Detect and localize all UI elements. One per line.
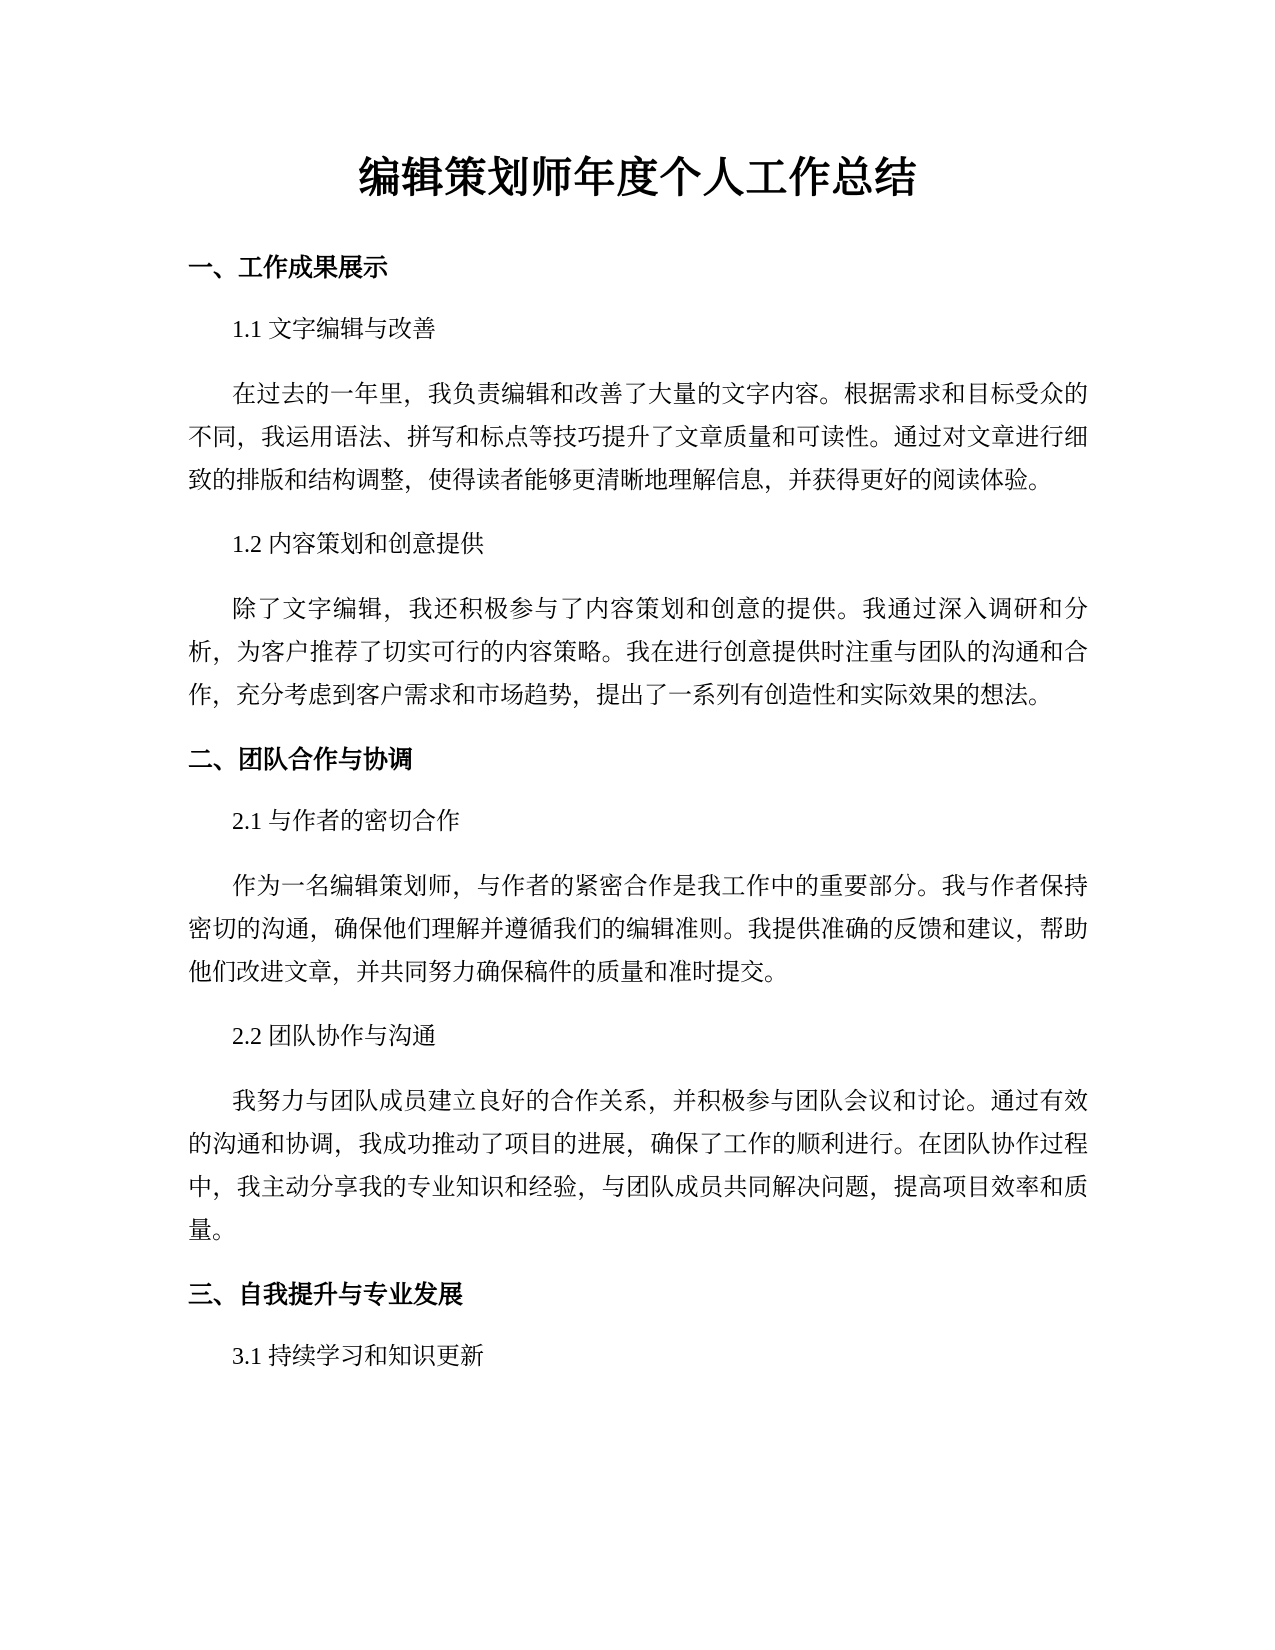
section-heading: 二、团队合作与协调: [188, 745, 414, 774]
paragraph: 除了文字编辑，我还积极参与了内容策划和创意的提供。我通过深入调研和分析，为客户推荐了切实可行的内容策略。我在进行创意提供时注重与团队的沟通和合作，充分考虑到客户需求和市场趋势，提出了一系列有创造性和实际效果的想法。: [188, 597, 1088, 709]
paragraph: 作为一名编辑策划师，与作者的紧密合作是我工作中的重要部分。我与作者保持密切的沟通，确保他们理解并遵循我们的编辑准则。我提供准确的反馈和建议，帮助他们改进文章，并共同努力确保稿件的质量和准时提交。: [188, 874, 1088, 986]
paragraph: 在过去的一年里，我负责编辑和改善了大量的文字内容。根据需求和目标受众的不同，我运用语法、拼写和标点等技巧提升了文章质量和可读性。通过对文章进行细致的排版和结构调整，使得读者能够更清晰地理解信息，并获得更好的阅读体验。: [188, 382, 1088, 494]
section-work-results: [188, 248, 1088, 718]
section-heading: 一、工作成果展示: [188, 253, 389, 282]
subsection-heading: 1.1 文字编辑与改善: [232, 317, 436, 343]
subsection-heading: 1.2 内容策划和创意提供: [232, 532, 484, 558]
document-title: 编辑策划师年度个人工作总结: [358, 153, 918, 202]
section-teamwork: [188, 740, 1088, 1253]
section-self-improvement: [188, 1275, 1088, 1377]
paragraph: 我努力与团队成员建立良好的合作关系，并积极参与团队会议和讨论。通过有效的沟通和协调，我成功推动了项目的进展，确保了工作的顺利进行。在团队协作过程中，我主动分享我的专业知识和经验，与团队成员共同解决问题，提高项目效率和质量。: [188, 1089, 1088, 1244]
subsection-heading: 2.2 团队协作与沟通: [232, 1024, 436, 1050]
section-heading: 三、自我提升与专业发展: [188, 1280, 464, 1309]
document-content: [188, 148, 1088, 1401]
subsection-heading: 3.1 持续学习和知识更新: [232, 1344, 484, 1370]
subsection-heading: 2.1 与作者的密切合作: [232, 809, 460, 835]
